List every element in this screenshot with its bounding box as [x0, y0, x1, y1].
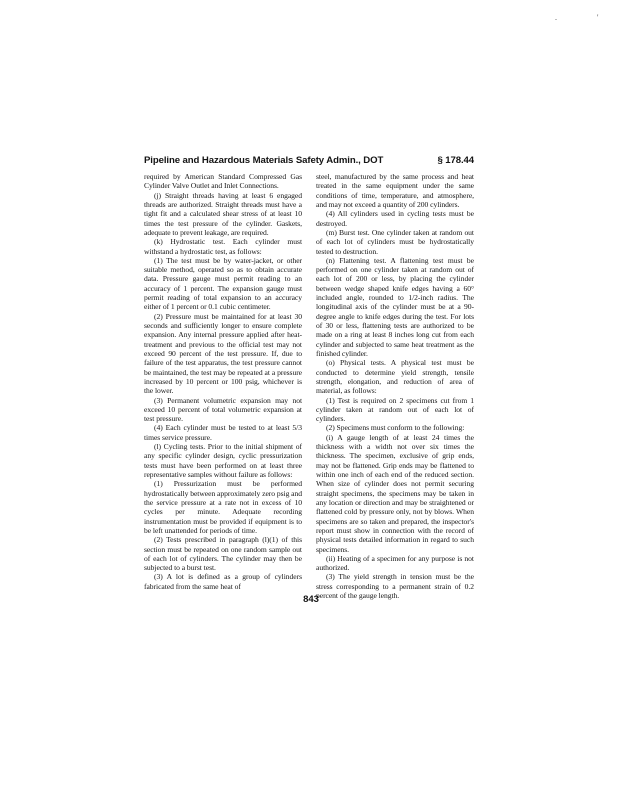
paragraph: (ii) Heating of a specimen for any purpose is not authorized. [316, 553, 474, 573]
paragraph: (3) A lot is defined as a group of cylinders fabricated from the same heat of [144, 572, 302, 591]
paragraph: (i) A gauge length of at least 24 times the thickness with a width not over six times the thickness. The specimen, exclusive of grip ends, may not be flattened. Grip ends may be flattened to within one inch of each end of the reduced section. When size of cylinder does not permit securing straight specimens, the specimens may be taken in any location or direction and may be straightened or flattened cold by pressure only, not by blows. When specimens are so taken and prepared, the inspector's report must show in connection with the record of physical tests detailed information in regard to such specimens. [316, 432, 474, 554]
paragraph: (3) Permanent volumetric expansion may not exceed 10 percent of total volumetric expansion at test pressure. [144, 395, 302, 424]
paragraph: (1) Pressurization must be performed hydrostatically between approximately zero psig and the service pressure at a rate not in excess of 10 cycles per minute. Adequate recording instrumentation must be provided if equipment is to be left unattended for periods of time. [144, 479, 302, 535]
paragraph: (1) The test must be by water-jacket, or other suitable method, operated so as to obtain accurate data. Pressure gauge must permit reading to an accuracy of 1 percent. The expansion gauge must permit reading of total expansion to an accuracy either of 1 percent or 0.1 cubic centimeter. [144, 255, 302, 312]
scan-mark: ' [597, 13, 599, 22]
paragraph: (l) Cycling tests. Prior to the initial shipment of any specific cylinder design, cyclic pressurization tests must have been performed on at least three representative samples without failure as follows: [144, 442, 302, 479]
page-number: 843 [303, 594, 319, 605]
paragraph: (1) Test is required on 2 specimens cut from 1 cylinder taken at random out of each lot of cylinders. [316, 395, 474, 424]
paragraph: (3) The yield strength in tension must be the stress corresponding to a permanent strain of 0.2 percent of the gauge length. [316, 572, 474, 601]
paragraph: (2) Tests prescribed in paragraph (l)(1) of this section must be repeated on one random sample out of each lot of cylinders. The cylinder may then be subjected to a burst test. [144, 535, 302, 573]
paragraph: (o) Physical tests. A physical test must be conducted to determine yield strength, tensile strength, elongation, and reduction of area of material, as follows: [316, 358, 474, 396]
running-head [144, 155, 474, 169]
paragraph: (n) Flattening test. A flattening test must be performed on one cylinder taken at random out of each lot of 200 or less, by placing the cylinder between wedge shaped knife edges having a 60° included angle, rounded to 1/2-inch radius. The longitudinal axis of the cylinder must be at a 90-degree angle to knife edges during the test. For lots of 30 or less, flattening tests are authorized to be made on a ring at least 8 inches long cut from each cylinder and subjected to same heat treatment as the finished cylinder. [316, 255, 474, 358]
right-column [316, 172, 474, 600]
paragraph: (k) Hydrostatic test. Each cylinder must withstand a hydrostatic test, as follows: [144, 237, 302, 256]
agency-title: Pipeline and Hazardous Materials Safety Admin., DOT [144, 155, 384, 166]
section-number: § 178.44 [437, 155, 474, 166]
paragraph: (4) All cylinders used in cycling tests must be destroyed. [316, 209, 474, 228]
paragraph: (4) Each cylinder must be tested to at least 5/3 times service pressure. [144, 423, 302, 442]
paragraph: (j) Straight threads having at least 6 engaged threads are authorized. Straight threads must have a tight fit and a calculated shear stress of at least 10 times the test pressure of the cylinder. Gaskets, adequate to prevent leakage, are required. [144, 190, 302, 237]
paragraph: steel, manufactured by the same process and heat treated in the same equipment under the same conditions of time, temperature, and atmosphere, and may not exceed a quantity of 200 cylinders. [316, 172, 474, 209]
left-column [144, 172, 302, 591]
scan-mark: . [555, 13, 557, 22]
paragraph: (m) Burst test. One cylinder taken at random out of each lot of cylinders must be hydrostatically tested to destruction. [316, 227, 474, 256]
paragraph: (2) Specimens must conform to the following: [326, 423, 465, 433]
paragraph: required by American Standard Compressed Gas Cylinder Valve Outlet and Inlet Connections. [144, 172, 302, 191]
paragraph: (2) Pressure must be maintained for at least 30 seconds and sufficiently longer to ensure complete expansion. Any internal pressure applied after heat-treatment and previous to the official test may not exceed 90 percent of the test pressure. If, due to failure of the test apparatus, the test pressure cannot be maintained, the test may be repeated at a pressure increased by 10 percent or 100 psig, whichever is the lower. [144, 311, 302, 396]
